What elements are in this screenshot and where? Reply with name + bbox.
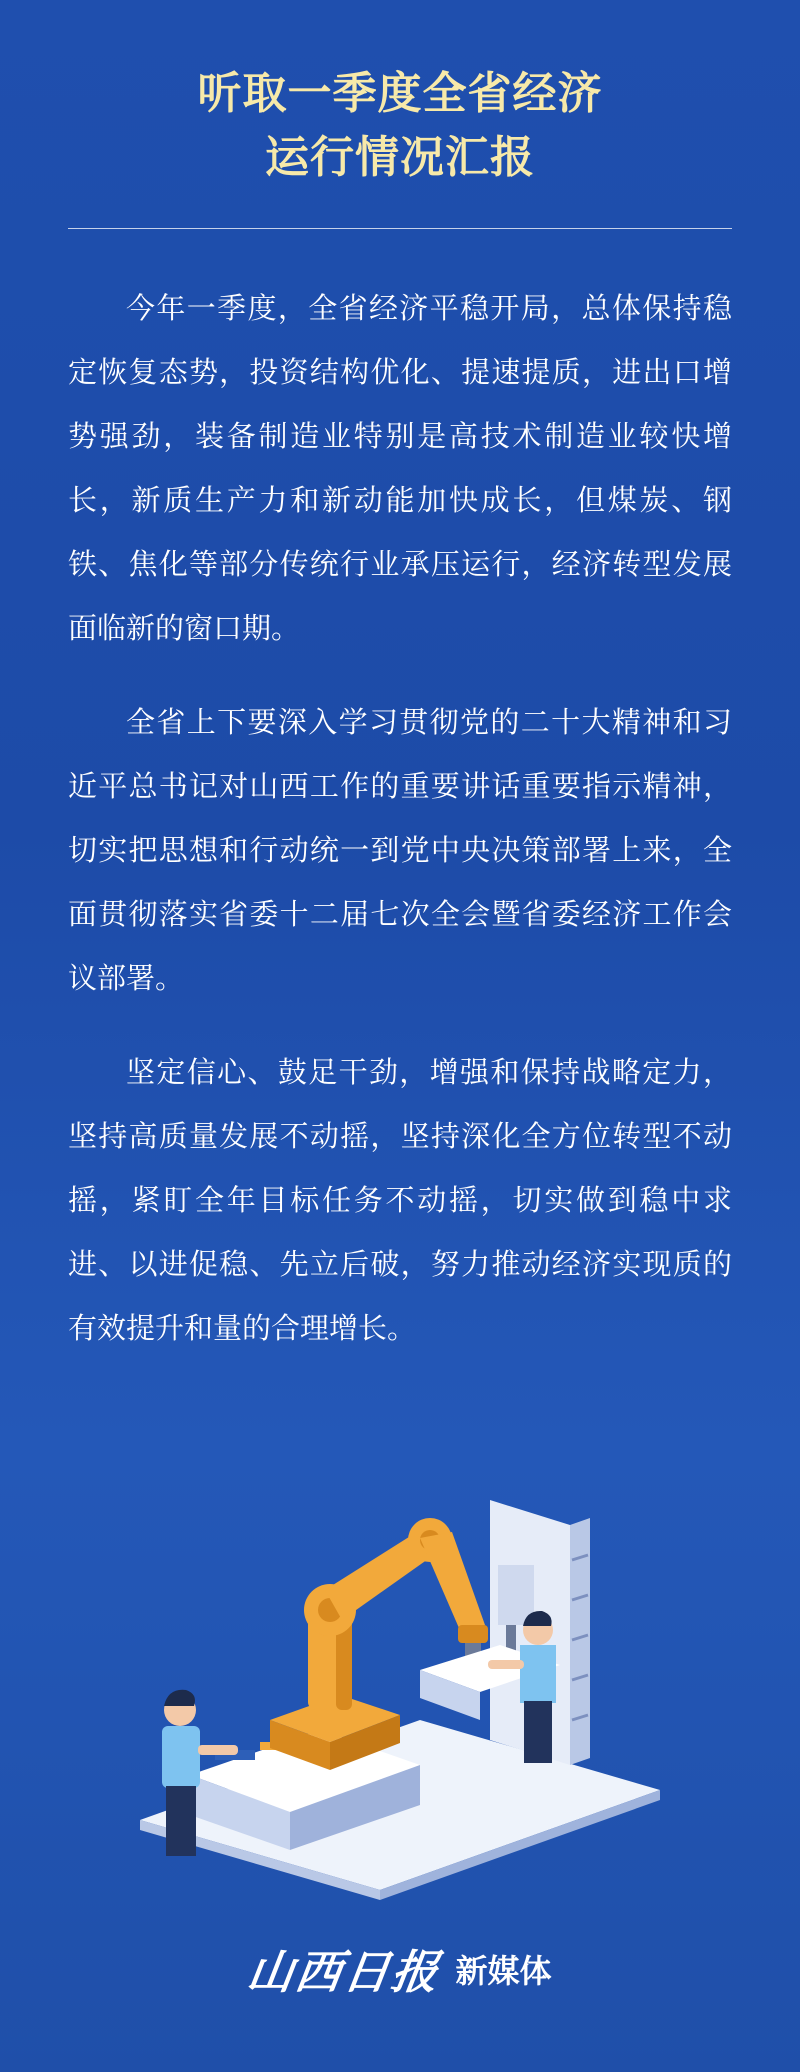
robot-wrist [458,1625,488,1643]
title-line-1: 听取一季度全省经济 [197,68,603,119]
article-body [68,276,732,1390]
worker-right-torso [520,1645,556,1703]
title-divider [68,228,732,229]
paragraph-3: 坚定信心、鼓足干劲，增强和保持战略定力，坚持高质量发展不动摇，坚持深化全方位转型不动摇，紧盯全年目标任务不动摇，切实做到稳中求进、以进促稳、先立后破，努力推动经济实现质的有效提升和量的合理增长。 [68,1055,732,1345]
worker-left-hair [164,1690,195,1706]
worker-left-torso [162,1726,200,1788]
robot-arm-workers-illustration [120,1420,680,1900]
page-title [0,62,800,190]
brand-subtitle: 新媒体 [455,1952,552,1990]
worker-left-legs [166,1786,196,1856]
title-line-2: 运行情况汇报 [265,132,535,183]
robot-forearm [420,1532,485,1635]
footer-brand [0,1936,800,2002]
worker-right-legs [524,1701,552,1763]
brand-logo: 山西日报 [244,1945,444,1999]
paragraph-2: 全省上下要深入学习贯彻党的二十大精神和习近平总书记对山西工作的重要讲话重要指示精神，切实把思想和行动统一到党中央决策部署上来，全面贯彻落实省委十二届七次全会暨省委经济工作会议部署。 [68,705,732,995]
paragraph-1: 今年一季度，全省经济平稳开局，总体保持稳定恢复态势，投资结构优化、提速提质，进出口增势强劲，装备制造业特别是高技术制造业较快增长，新质生产力和新动能加快成长，但煤炭、钢铁、焦化等部分传统行业承压运行，经济转型发展面临新的窗口期。 [68,291,732,645]
